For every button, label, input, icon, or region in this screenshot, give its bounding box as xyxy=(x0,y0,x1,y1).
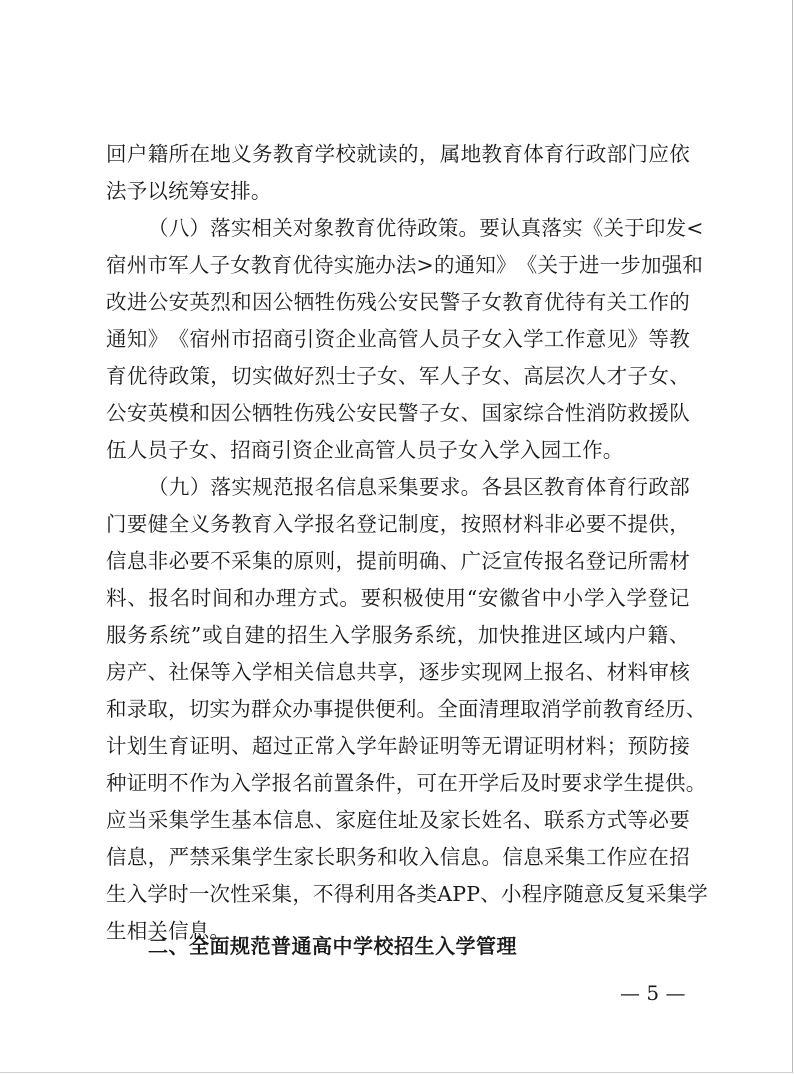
text-line-6: 通 知 》 《 宿 州 市 招 商 引 资 企 业 高 管 人 员 子 女 入 学 工 作 意 见 》 等 教 xyxy=(106,327,690,351)
text-line-9: 伍人员子女、招商引资企业高管人员子女入学入园工作。 xyxy=(106,438,624,462)
text-line-17: 计 划 生 育 证 明 、 超 过 正 常 入 学 年 龄 证 明 等 无 谓 证 明 材 料 ； 预 防 接 xyxy=(106,734,690,758)
text-line-11: 门 要 健 全 义 务 教 育 入 学 报 名 登 记 制 度 ， 按 照 材 料 非 必 要 不 提 供 ， xyxy=(106,512,690,536)
text-line-16: 和 录 取 ， 切 实 为 群 众 办 事 提 供 便 利 。 全 面 清 理 取 消 学 前 教 育 经 历 、 xyxy=(106,697,707,721)
text-line-7: 育 优 待 政 策 ， 切 实 做 好 烈 士 子 女 、 军 人 子 女 、 高 层 次 人 才 子 女 、 xyxy=(106,364,690,388)
text-line-21: 生 入 学 时 一 次 性 采 集 ， 不 得 利 用 各 类 A P P 、 小 程 序 随 意 反 复 采 集 学 xyxy=(106,882,708,906)
text-line-19: 应 当 采 集 学 生 基 本 信 息 、 家 庭 住 址 及 家 长 姓 名 、 联 系 方 式 等 必 要 xyxy=(106,808,690,832)
text-line-22: 生相关信息。 xyxy=(106,919,231,943)
page-number: — 5 — xyxy=(620,981,686,1005)
text-line-12: 信 息 非 必 要 不 采 集 的 原 则 ， 提 前 明 确 、 广 泛 宣 传 报 名 登 记 所 需 材 xyxy=(106,549,690,573)
text-line-1: 回 户 籍 所 在 地 义 务 教 育 学 校 就 读 的 ， 属 地 教 育 体 育 行 政 部 门 应 依 xyxy=(106,142,690,166)
text-line-20: 信 息 ， 严 禁 采 集 学 生 家 长 职 务 和 收 入 信 息 。 信 息 采 集 工 作 应 在 招 xyxy=(106,845,690,869)
text-line-2: 法予以统筹安排。 xyxy=(106,179,272,203)
text-line-13: 料 、 报 名 时 间 和 办 理 方 式 。 要 积 极 使 用 “ 安 徽 省 中 小 学 入 学 登 记 xyxy=(106,586,690,610)
section-heading: 二、全面规范普通高中学校招生入学管理 xyxy=(148,934,517,958)
text-line-8: 公 安 英 模 和 因 公 牺 牲 伤 残 公 安 民 警 子 女 、 国 家 综 合 性 消 防 救 援 队 xyxy=(106,401,690,425)
text-line-14: 服 务 系 统 ” 或 自 建 的 招 生 入 学 服 务 系 统 ， 加 快 推 进 区 域 内 户 籍 、 xyxy=(106,623,690,647)
text-line-4: 宿 州 市 军 人 子 女 教 育 优 待 实 施 办 法 > 的 通 知 》 《 关 于 进 一 步 加 强 和 xyxy=(106,253,704,277)
text-line-15: 房 产 、 社 保 等 入 学 相 关 信 息 共 享 ， 逐 步 实 现 网 上 报 名 、 材 料 审 核 xyxy=(106,660,690,684)
text-line-18: 种 证 明 不 作 为 入 学 报 名 前 置 条 件 ， 可 在 开 学 后 及 时 要 求 学 生 提 供 。 xyxy=(106,771,707,795)
text-line-10: （ 九 ） 落 实 规 范 报 名 信 息 采 集 要 求 。 各 县 区 教 育 体 育 行 政 部 xyxy=(148,475,690,499)
text-line-5: 改 进 公 安 英 烈 和 因 公 牺 牲 伤 残 公 安 民 警 子 女 教 育 优 待 有 关 工 作 的 xyxy=(106,290,690,314)
text-line-3: （ 八 ） 落 实 相 关 对 象 教 育 优 待 政 策 。 要 认 真 落 实 《 关 于 印 发 < xyxy=(148,216,704,240)
